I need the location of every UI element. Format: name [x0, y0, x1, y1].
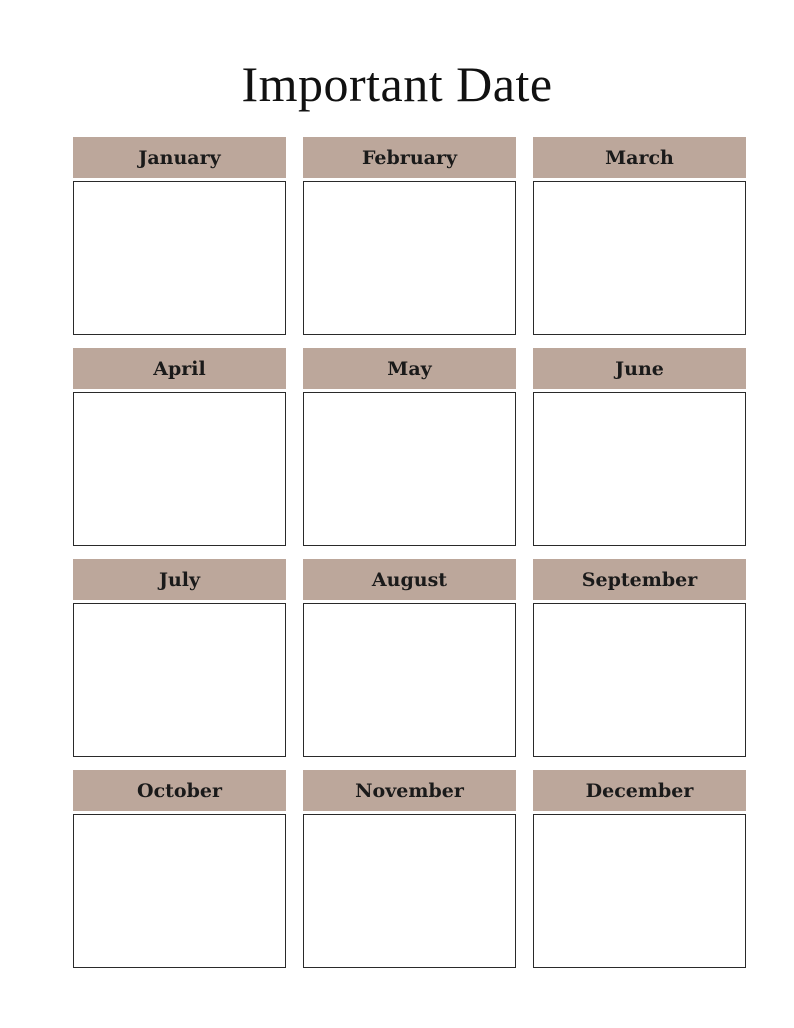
month-notes-box[interactable] [73, 603, 286, 757]
month-header: July [73, 559, 286, 600]
month-header: March [533, 137, 746, 178]
month-header: October [73, 770, 286, 811]
month-card-september [533, 559, 746, 759]
month-grid [73, 137, 746, 970]
month-notes-box[interactable] [303, 392, 516, 546]
month-card-june [533, 348, 746, 548]
month-header: February [303, 137, 516, 178]
month-header: April [73, 348, 286, 389]
month-notes-box[interactable] [303, 814, 516, 968]
month-notes-box[interactable] [533, 392, 746, 546]
month-notes-box[interactable] [533, 814, 746, 968]
month-header: January [73, 137, 286, 178]
month-header: June [533, 348, 746, 389]
month-header: September [533, 559, 746, 600]
month-notes-box[interactable] [73, 814, 286, 968]
month-card-march [533, 137, 746, 337]
month-card-february [303, 137, 516, 337]
month-header: August [303, 559, 516, 600]
month-card-may [303, 348, 516, 548]
month-notes-box[interactable] [73, 392, 286, 546]
month-header: December [533, 770, 746, 811]
month-card-july [73, 559, 286, 759]
month-notes-box[interactable] [533, 181, 746, 335]
month-card-april [73, 348, 286, 548]
month-notes-box[interactable] [303, 181, 516, 335]
month-notes-box[interactable] [303, 603, 516, 757]
month-card-august [303, 559, 516, 759]
month-card-december [533, 770, 746, 970]
month-header: May [303, 348, 516, 389]
month-notes-box[interactable] [73, 181, 286, 335]
month-card-november [303, 770, 516, 970]
page-title: Important Date [241, 56, 553, 112]
month-card-october [73, 770, 286, 970]
month-notes-box[interactable] [533, 603, 746, 757]
month-header: November [303, 770, 516, 811]
month-card-january [73, 137, 286, 337]
